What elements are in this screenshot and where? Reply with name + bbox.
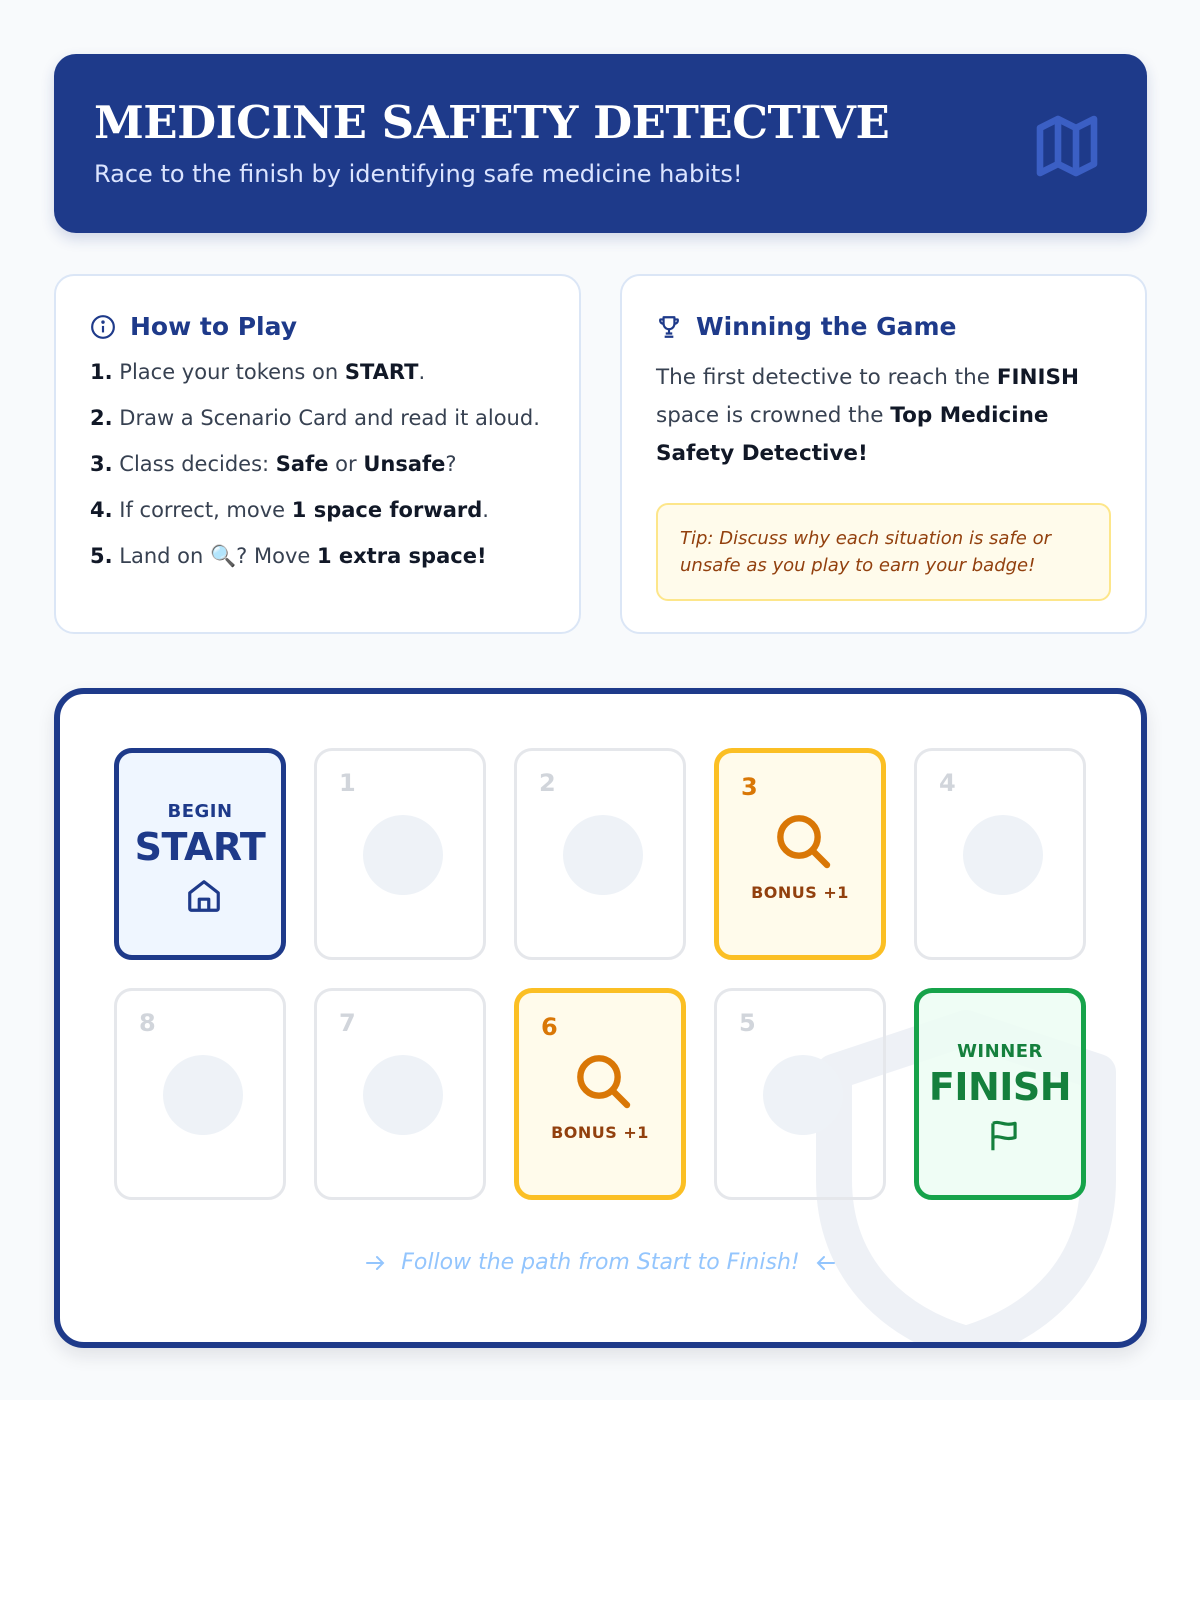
rule-step: 5. Land on 🔍? Move 1 extra space! [90,544,487,568]
tile-7[interactable]: 7 [314,988,486,1200]
tip-box: Tip: Discuss why each situation is safe or unsafe as you play to earn your badge! [656,503,1111,601]
path-hint: Follow the path from Start to Finish! [60,1250,1141,1275]
tile-start[interactable]: BEGIN START [114,748,286,960]
winning-text: The first detective to reach the FINISH space is crowned the Top Medicine Safety Detective! [656,365,1079,466]
token-spot [563,815,643,895]
rules-list [90,359,545,569]
tile-8[interactable]: 8 [114,988,286,1200]
token-spot [363,1055,443,1135]
tile-3-bonus[interactable]: 3 BONUS +1 [714,748,886,960]
winning-card [620,274,1147,634]
rule-step: 3. Class decides: Safe or Unsafe? [90,452,457,476]
map-icon [1031,110,1103,182]
token-spot [363,815,443,895]
info-icon [90,314,116,340]
page-subtitle: Race to the finish by identifying safe medicine habits! [94,159,743,188]
tile-finish[interactable]: WINNER FINISH [914,988,1086,1200]
magnifier-emoji: 🔍 [210,544,237,568]
rule-step: 4. If correct, move 1 space forward. [90,498,489,522]
page-title: MEDICINE SAFETY DETECTIVE [94,96,890,149]
tile-6-bonus[interactable]: 6 BONUS +1 [514,988,686,1200]
flag-icon [985,1117,1023,1155]
how-to-play-heading: How to Play [90,312,545,341]
arrow-right-icon [363,1251,387,1275]
token-spot [963,815,1043,895]
trophy-icon [656,314,682,340]
arrow-left-icon [814,1251,838,1275]
token-spot [163,1055,243,1135]
token-spot [763,1055,843,1135]
header-banner [54,54,1147,233]
rule-step: 1. Place your tokens on START. [90,360,426,384]
magnifier-icon [571,1049,635,1113]
rule-step: 2. Draw a Scenario Card and read it aloud. [90,406,540,430]
tile-4[interactable]: 4 [914,748,1086,960]
magnifier-icon [771,809,835,873]
tile-2[interactable]: 2 [514,748,686,960]
home-icon [185,877,223,915]
tile-1[interactable]: 1 [314,748,486,960]
tile-5[interactable]: 5 [714,988,886,1200]
winning-heading: Winning the Game [656,312,1111,341]
how-to-play-card [54,274,581,634]
game-board [54,688,1147,1348]
